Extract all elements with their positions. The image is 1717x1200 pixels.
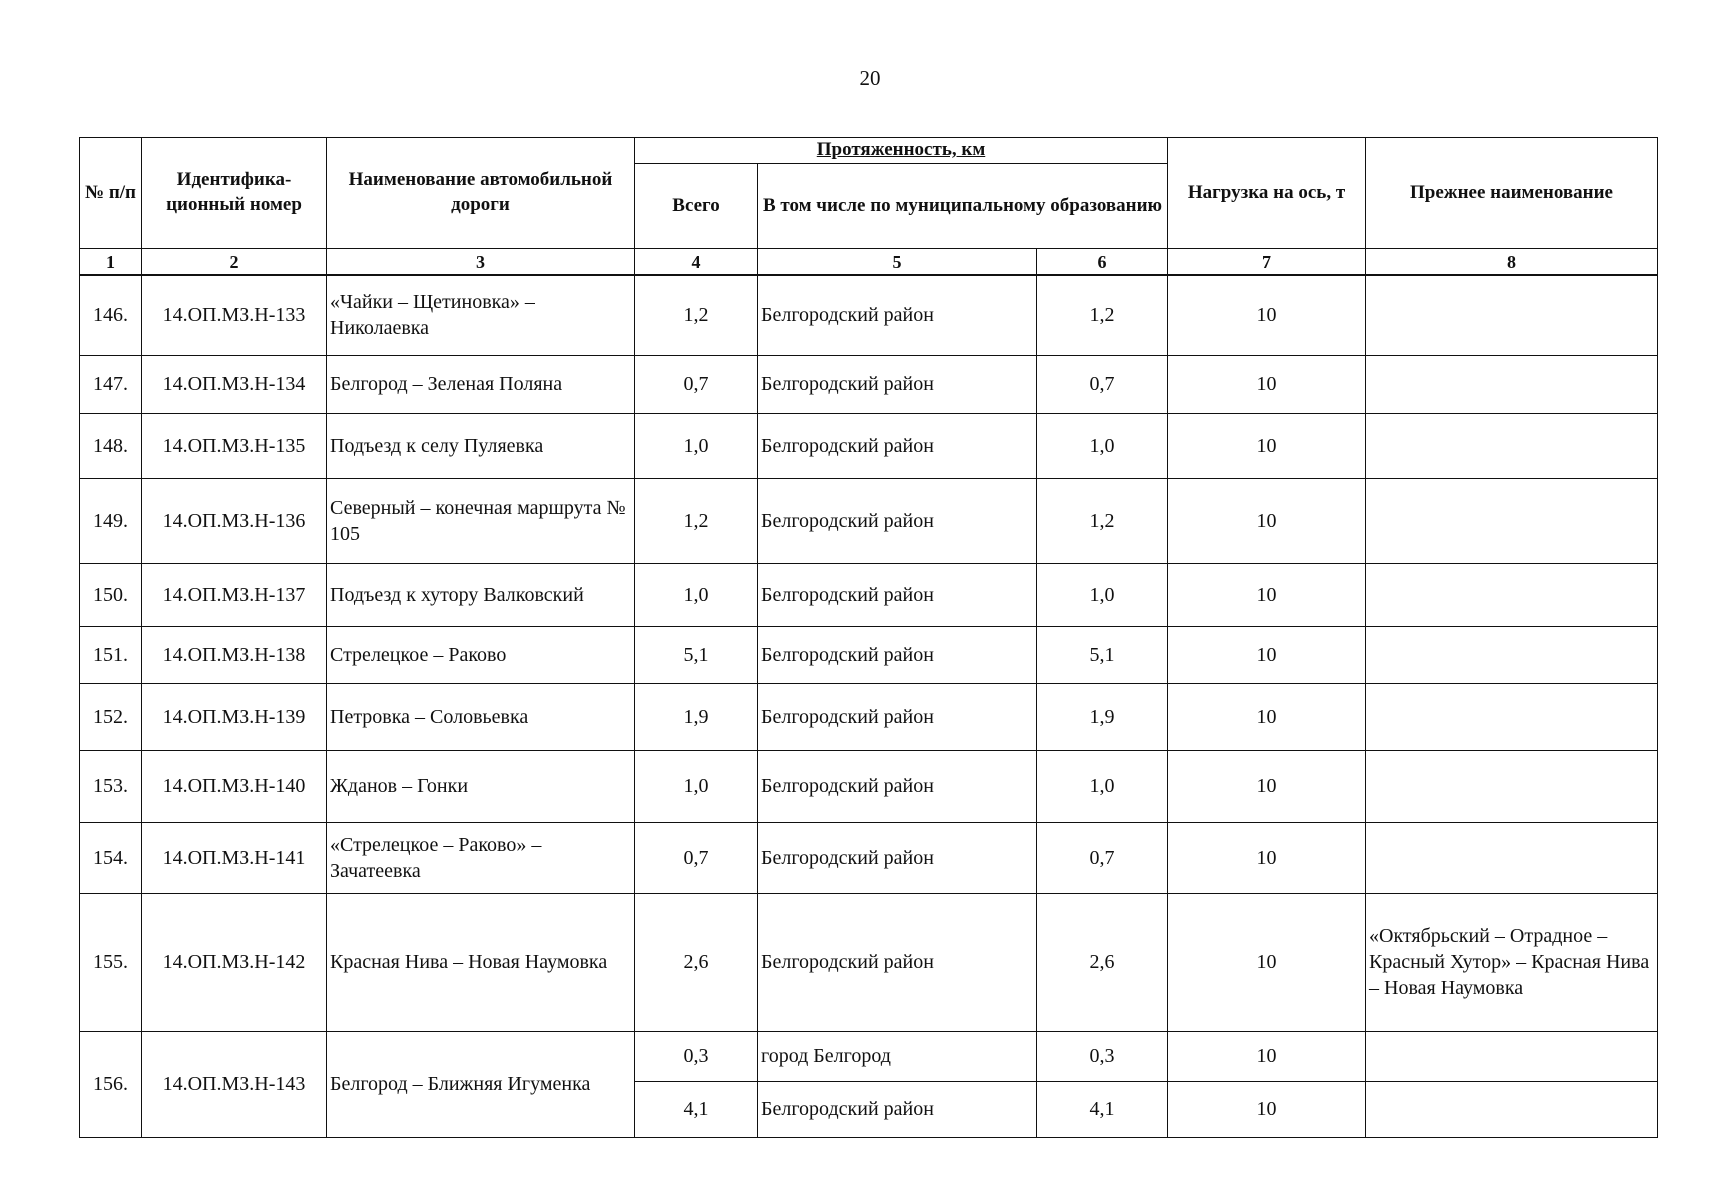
- municipality: Белгородский район: [758, 413, 1037, 478]
- previous-name: [1366, 683, 1658, 750]
- road-name: «Стрелецкое – Раково» – Зачатеевка: [327, 822, 635, 893]
- header-previous-name: Прежнее наименование: [1366, 138, 1658, 249]
- length-total: 0,7: [635, 822, 758, 893]
- road-identifier: 14.ОП.МЗ.Н-140: [142, 750, 327, 822]
- municipality: Белгородский район: [758, 1081, 1037, 1137]
- municipality-length: 0,7: [1037, 355, 1168, 413]
- previous-name: [1366, 478, 1658, 563]
- municipality-length: 1,0: [1037, 563, 1168, 626]
- previous-name: [1366, 413, 1658, 478]
- road-identifier: 14.ОП.МЗ.Н-133: [142, 275, 327, 355]
- municipality: Белгородский район: [758, 275, 1037, 355]
- municipality-length: 1,9: [1037, 683, 1168, 750]
- row-number: 147.: [80, 355, 142, 413]
- table-row: [80, 893, 1658, 1031]
- axle-load: 10: [1168, 355, 1366, 413]
- axle-load: 10: [1168, 683, 1366, 750]
- municipality-length: 0,3: [1037, 1031, 1168, 1081]
- table-row: [80, 563, 1658, 626]
- table-row: [80, 413, 1658, 478]
- axle-load: 10: [1168, 893, 1366, 1031]
- table-header: [80, 138, 1658, 276]
- row-number: 151.: [80, 626, 142, 683]
- row-number: 155.: [80, 893, 142, 1031]
- previous-name: [1366, 355, 1658, 413]
- table-row: [80, 478, 1658, 563]
- road-identifier: 14.ОП.МЗ.Н-137: [142, 563, 327, 626]
- row-number: 154.: [80, 822, 142, 893]
- municipality: Белгородский район: [758, 893, 1037, 1031]
- column-number: 2: [142, 249, 327, 276]
- row-number: 149.: [80, 478, 142, 563]
- municipality: Белгородский район: [758, 563, 1037, 626]
- table-row: [80, 626, 1658, 683]
- previous-name: [1366, 275, 1658, 355]
- column-number: 3: [327, 249, 635, 276]
- road-name: Подъезд к селу Пуляевка: [327, 413, 635, 478]
- header-row-1: [80, 138, 1658, 164]
- road-identifier: 14.ОП.МЗ.Н-142: [142, 893, 327, 1031]
- road-name: Петровка – Соловьевка: [327, 683, 635, 750]
- municipality: Белгородский район: [758, 683, 1037, 750]
- previous-name: [1366, 1081, 1658, 1137]
- municipality-length: 1,0: [1037, 750, 1168, 822]
- municipality: Белгородский район: [758, 626, 1037, 683]
- axle-load: 10: [1168, 822, 1366, 893]
- road-identifier: 14.ОП.МЗ.Н-136: [142, 478, 327, 563]
- column-number: 6: [1037, 249, 1168, 276]
- length-total: 5,1: [635, 626, 758, 683]
- length-total: 1,0: [635, 750, 758, 822]
- row-number: 146.: [80, 275, 142, 355]
- table-row: [80, 822, 1658, 893]
- axle-load: 10: [1168, 626, 1366, 683]
- column-number: 1: [80, 249, 142, 276]
- axle-load: 10: [1168, 413, 1366, 478]
- road-identifier: 14.ОП.МЗ.Н-139: [142, 683, 327, 750]
- road-name: Подъезд к хутору Валковский: [327, 563, 635, 626]
- row-number: 150.: [80, 563, 142, 626]
- road-identifier: 14.ОП.МЗ.Н-135: [142, 413, 327, 478]
- length-total: 4,1: [635, 1081, 758, 1137]
- column-number: 7: [1168, 249, 1366, 276]
- header-axle-load: Нагрузка на ось, т: [1168, 138, 1366, 249]
- column-number: 8: [1366, 249, 1658, 276]
- road-identifier: 14.ОП.МЗ.Н-141: [142, 822, 327, 893]
- municipality-length: 1,2: [1037, 478, 1168, 563]
- length-total: 0,7: [635, 355, 758, 413]
- axle-load: 10: [1168, 478, 1366, 563]
- previous-name: «Октябрьский – Отрадное – Красный Хутор» – Красная Нива – Новая Наумовка: [1366, 893, 1658, 1031]
- column-number: 4: [635, 249, 758, 276]
- axle-load: 10: [1168, 1031, 1366, 1081]
- row-number: 148.: [80, 413, 142, 478]
- axle-load: 10: [1168, 1081, 1366, 1137]
- previous-name: [1366, 822, 1658, 893]
- row-number: 152.: [80, 683, 142, 750]
- table-body: [80, 275, 1658, 1137]
- axle-load: 10: [1168, 275, 1366, 355]
- road-name: Северный – конечная маршрута № 105: [327, 478, 635, 563]
- length-total: 1,0: [635, 563, 758, 626]
- column-numbers-row: [80, 249, 1658, 276]
- road-name: Белгород – Ближняя Игуменка: [327, 1031, 635, 1137]
- column-number: 5: [758, 249, 1037, 276]
- road-name: Жданов – Гонки: [327, 750, 635, 822]
- table-row: [80, 683, 1658, 750]
- header-including: В том числе по муниципальному образованию: [758, 164, 1168, 249]
- length-total: 2,6: [635, 893, 758, 1031]
- previous-name: [1366, 626, 1658, 683]
- length-total: 1,9: [635, 683, 758, 750]
- header-road-name: Наименование автомобильной дороги: [327, 138, 635, 249]
- municipality: Белгородский район: [758, 355, 1037, 413]
- header-length: [635, 138, 1168, 164]
- previous-name: [1366, 750, 1658, 822]
- row-number: 153.: [80, 750, 142, 822]
- header-identifier: Идентифика-ционный номер: [142, 138, 327, 249]
- header-length-label: Протяженность, км: [816, 139, 986, 161]
- roads-table: [79, 137, 1658, 1138]
- table-row: [80, 275, 1658, 355]
- road-name: Белгород – Зеленая Поляна: [327, 355, 635, 413]
- header-total: Всего: [635, 164, 758, 249]
- row-number: 156.: [80, 1031, 142, 1137]
- table-row: [80, 355, 1658, 413]
- road-identifier: 14.ОП.МЗ.Н-134: [142, 355, 327, 413]
- municipality-length: 5,1: [1037, 626, 1168, 683]
- previous-name: [1366, 563, 1658, 626]
- table-row: [80, 750, 1658, 822]
- page-number: 20: [859, 66, 881, 90]
- length-total: 0,3: [635, 1031, 758, 1081]
- road-name: «Чайки – Щетиновка» – Николаевка: [327, 275, 635, 355]
- municipality: Белгородский район: [758, 822, 1037, 893]
- road-name: Стрелецкое – Раково: [327, 626, 635, 683]
- municipality-length: 2,6: [1037, 893, 1168, 1031]
- header-number: № п/п: [80, 138, 142, 249]
- length-total: 1,2: [635, 275, 758, 355]
- municipality: город Белгород: [758, 1031, 1037, 1081]
- road-identifier: 14.ОП.МЗ.Н-143: [142, 1031, 327, 1137]
- municipality-length: 0,7: [1037, 822, 1168, 893]
- road-name: Красная Нива – Новая Наумовка: [327, 893, 635, 1031]
- previous-name: [1366, 1031, 1658, 1081]
- length-total: 1,0: [635, 413, 758, 478]
- municipality-length: 1,0: [1037, 413, 1168, 478]
- axle-load: 10: [1168, 563, 1366, 626]
- municipality: Белгородский район: [758, 750, 1037, 822]
- road-identifier: 14.ОП.МЗ.Н-138: [142, 626, 327, 683]
- municipality: Белгородский район: [758, 478, 1037, 563]
- municipality-length: 1,2: [1037, 275, 1168, 355]
- axle-load: 10: [1168, 750, 1366, 822]
- length-total: 1,2: [635, 478, 758, 563]
- table-row: [80, 1031, 1658, 1081]
- municipality-length: 4,1: [1037, 1081, 1168, 1137]
